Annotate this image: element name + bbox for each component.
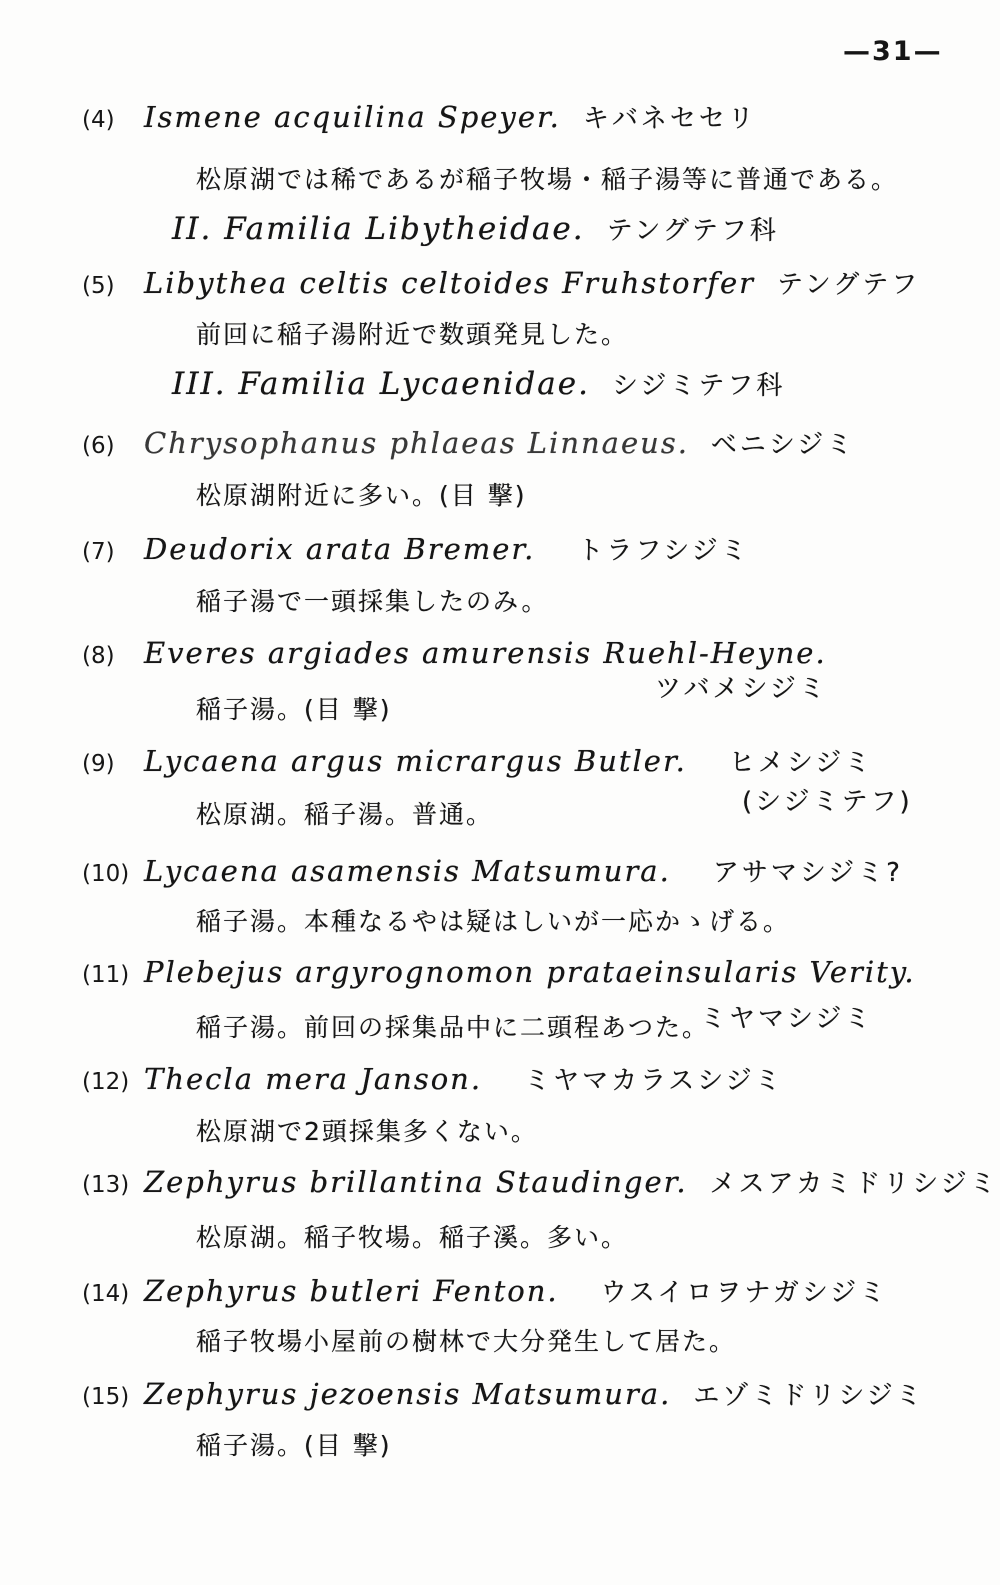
entry-note: 稲子湯。(目 撃) — [196, 695, 392, 724]
species-entry — [82, 742, 873, 779]
species-name: Thecla mera Janson. — [144, 1062, 483, 1096]
species-name: Plebejus argyrognomon prataeinsularis Verity. — [144, 955, 916, 989]
family-heading — [172, 210, 779, 247]
family-heading — [172, 365, 785, 402]
species-name: Lycaena argus micrargus Butler. — [144, 744, 687, 778]
japanese-name: ツバメシジミ — [655, 674, 828, 704]
japanese-name-alt: (シジミテフ) — [742, 787, 913, 817]
species-name: Everes argiades amurensis Ruehl-Heyne. — [144, 636, 827, 670]
species-entry — [82, 1163, 999, 1200]
species-entry — [82, 636, 827, 670]
species-entry — [82, 1272, 888, 1309]
entry-note: 稲子湯。本種なるやは疑はしいが一応かゝげる。 — [196, 907, 791, 936]
entry-number: (14) — [82, 1281, 130, 1307]
entry-note: 稲子牧場小屋前の樹林で大分発生して居た。 — [196, 1327, 737, 1356]
entry-note: 稲子湯。前回の採集品中に二頭程あつた。 — [196, 1013, 710, 1042]
family-japanese-name: テングテフ科 — [606, 216, 779, 246]
species-entry — [82, 264, 920, 301]
entry-number: (8) — [82, 643, 115, 669]
entry-note: 稲子湯。(目 撃) — [196, 1431, 392, 1460]
species-name: Zephyrus butleri Fenton. — [144, 1274, 559, 1308]
family-name: II. Familia Libytheidae. — [172, 211, 585, 247]
japanese-name: テングテフ — [777, 270, 921, 300]
species-name: Chrysophanus phlaeas Linnaeus. — [144, 426, 689, 460]
entry-number: (6) — [82, 433, 115, 459]
entry-number: (4) — [82, 107, 115, 133]
species-name: Lycaena asamensis Matsumura. — [144, 854, 671, 888]
japanese-name: メスアカミドリシジミ — [709, 1169, 999, 1199]
entry-note: 松原湖では稀であるが稲子牧場・稲子湯等に普通である。 — [196, 165, 899, 194]
entry-number: (12) — [82, 1069, 130, 1095]
entry-note: 稲子湯で一頭採集したのみ。 — [196, 587, 549, 616]
species-name: Zephyrus jezoensis Matsumura. — [144, 1377, 672, 1411]
species-entry — [82, 1060, 784, 1097]
species-entry — [82, 98, 757, 135]
entry-number: (5) — [82, 273, 115, 299]
page-number: —31— — [843, 36, 943, 67]
japanese-name: ベニシジミ — [710, 430, 856, 460]
japanese-name: ミヤマシジミ — [700, 1004, 874, 1034]
entry-number: (7) — [82, 539, 115, 565]
species-name: Libythea celtis celtoides Fruhstorfer — [144, 266, 756, 300]
species-name: Zephyrus brillantina Staudinger. — [144, 1165, 688, 1199]
species-name: Ismene acquilina Speyer. — [144, 100, 561, 134]
entry-number: (11) — [82, 962, 130, 988]
entry-note: 松原湖附近に多い。(目 撃) — [196, 481, 527, 510]
species-entry — [82, 852, 903, 889]
japanese-name: アサマシジミ? — [712, 858, 903, 888]
entry-note: 松原湖。稲子湯。普通。 — [196, 800, 494, 829]
japanese-name: キバネセセリ — [582, 104, 757, 134]
family-name: III. Familia Lycaenidae. — [172, 366, 590, 402]
entry-note: 前回に稲子湯附近で数頭発見した。 — [196, 320, 629, 349]
japanese-name: ウスイロヲナガシジミ — [600, 1278, 889, 1308]
species-name: Deudorix arata Bremer. — [144, 532, 536, 566]
species-entry — [82, 424, 855, 461]
japanese-name: トラフシジミ — [577, 536, 750, 566]
japanese-name: ヒメシジミ — [728, 748, 874, 778]
entry-note: 松原湖で2頭採集多くない。 — [196, 1117, 538, 1146]
entry-number: (13) — [82, 1172, 130, 1198]
entry-number: (9) — [82, 751, 115, 777]
japanese-name: エゾミドリシジミ — [693, 1381, 925, 1411]
entry-number: (10) — [82, 861, 130, 887]
family-japanese-name: シジミテフ科 — [611, 371, 786, 401]
entry-number: (15) — [82, 1384, 130, 1410]
entry-note: 松原湖。稲子牧場。稲子溪。多い。 — [196, 1223, 629, 1252]
japanese-name: ミヤマカラスシジミ — [524, 1066, 784, 1096]
species-entry — [82, 955, 916, 989]
species-entry — [82, 530, 750, 567]
species-entry — [82, 1375, 925, 1412]
